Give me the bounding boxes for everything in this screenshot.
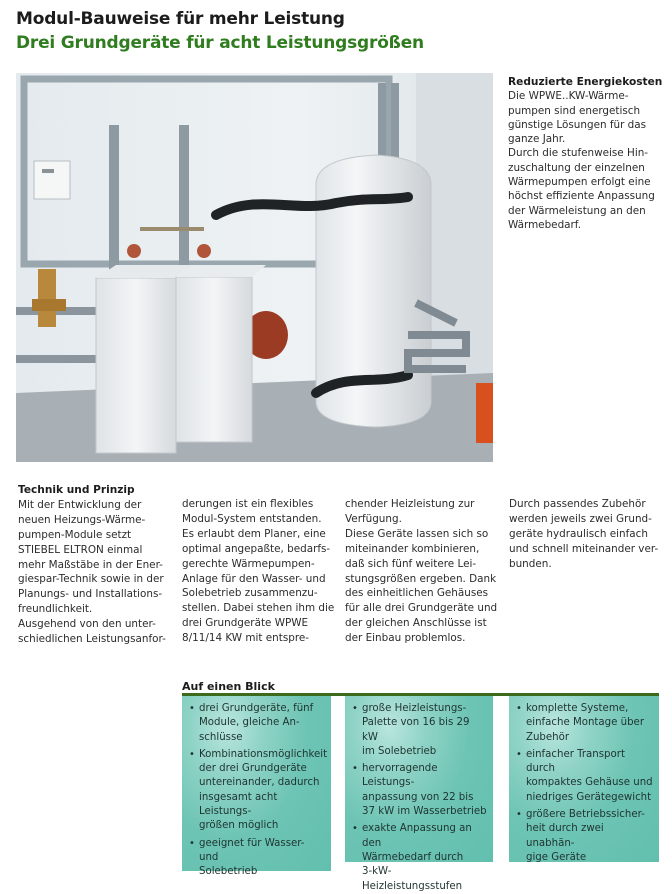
page-subtitle: Drei Grundgeräte für acht Leistungsgrößen xyxy=(16,33,424,53)
text-line: optimal angepaßte, bedarfs- xyxy=(182,542,331,555)
body-column-4 xyxy=(509,497,669,572)
text-line: pumpen-Module setzt xyxy=(18,528,132,541)
feature-item xyxy=(188,837,325,880)
text-line: höchst effiziente Anpassung xyxy=(508,190,655,203)
at-a-glance-heading: Auf einen Blick xyxy=(182,680,275,693)
feature-box-1 xyxy=(182,696,331,878)
bullet-icon: • xyxy=(352,823,358,835)
feature-box-2 xyxy=(345,696,493,892)
text-line: neuen Heizungs-Wärme- xyxy=(18,513,146,526)
text-line: Durch passendes Zubehör xyxy=(509,498,646,510)
text-line: bunden. xyxy=(509,557,552,570)
feature-text-line: 37 kW im Wasserbetrieb xyxy=(362,806,487,818)
feature-text-line: im Solebetrieb xyxy=(362,745,437,757)
bullet-icon: • xyxy=(516,809,522,821)
feature-box-3 xyxy=(509,696,659,862)
feature-text-line: große Heizleistungs- xyxy=(362,703,467,714)
text-line: 8/11/14 KW mit entspre- xyxy=(182,632,310,645)
text-line: stellen. Dabei stehen ihm die xyxy=(182,602,335,615)
feature-text-line: heit durch zwei unabhän- xyxy=(526,823,604,849)
text-line: pumpen sind energetisch xyxy=(508,104,641,117)
text-line: Es erlaubt dem Planer, eine xyxy=(182,527,326,540)
feature-item xyxy=(188,748,328,834)
text-line: Modul-System entstanden. xyxy=(182,512,322,525)
text-line: Anlage für den Wasser- und xyxy=(182,572,326,585)
bullet-icon: • xyxy=(352,703,358,714)
feature-text-line: komplette Systeme, xyxy=(526,703,629,714)
text-line: schiedlichen Leistungsanfor- xyxy=(18,633,166,646)
feature-text-line: einfache Montage über xyxy=(526,717,645,729)
feature-text-line: geeignet für Wasser- und xyxy=(199,837,305,863)
feature-text-line: schlüsse xyxy=(199,731,243,743)
text-line: Wärmepumpen erfolgt eine xyxy=(508,176,651,189)
page-title: Modul-Bauweise für mehr Leistung xyxy=(16,9,345,29)
feature-text-line: der drei Grundgeräte xyxy=(199,763,307,775)
text-line: stungsgrößen ergeben. Dank xyxy=(345,572,497,585)
bullet-icon: • xyxy=(189,748,195,760)
text-line: STIEBEL ELTRON einmal xyxy=(18,543,143,556)
feature-text-line: kompaktes Gehäuse und xyxy=(526,777,653,789)
feature-text-line: Solebetrieb xyxy=(199,866,258,878)
text-line: der Wärmeleistung an den xyxy=(508,204,646,217)
feature-item xyxy=(515,702,653,745)
text-line: chender Heizleistung zur xyxy=(345,498,475,510)
bullet-icon: • xyxy=(516,703,522,714)
feature-item xyxy=(188,702,325,745)
feature-text-line: einfacher Transport durch xyxy=(526,748,625,775)
text-line: Ausgehend von den unter- xyxy=(18,618,156,631)
energy-costs-section xyxy=(508,75,668,232)
bullet-icon: • xyxy=(189,837,195,849)
feature-text-line: Palette von 16 bis 29 kW xyxy=(362,717,470,743)
feature-text-line: größen möglich xyxy=(199,820,279,832)
feature-text-line: 3-kW-Heizleistungsstufen xyxy=(362,866,463,892)
feature-text-line: niedriges Gerätegewicht xyxy=(526,791,652,803)
text-line: für alle drei Grundgeräte und xyxy=(345,602,498,615)
feature-text-line: insgesamt acht Leistungs- xyxy=(199,791,278,818)
text-line: Durch die stufenweise Hin- xyxy=(508,147,649,160)
feature-text-line: größere Betriebssicher- xyxy=(526,809,645,821)
feature-text-line: Wärmebedarf durch xyxy=(362,851,464,863)
feature-text-line: Zubehör xyxy=(526,731,570,743)
text-line: geräte hydraulisch einfach xyxy=(509,527,648,540)
text-line: freundlichkeit. xyxy=(18,603,93,616)
feature-text-line: gige Geräte xyxy=(526,851,587,863)
text-line: des einheitlichen Gehäuses xyxy=(345,587,489,600)
feature-item xyxy=(351,762,487,819)
text-line: Mit der Entwicklung der xyxy=(18,498,142,511)
text-line: Wärmebedarf. xyxy=(508,218,582,231)
feature-text-line: exakte Anpassung an den xyxy=(362,823,472,849)
text-line: der Einbau problemlos. xyxy=(345,632,466,645)
text-line: miteinander kombinieren, xyxy=(345,542,480,555)
feature-text-line: Module, gleiche An- xyxy=(199,717,300,729)
feature-item xyxy=(351,702,487,759)
feature-item xyxy=(515,808,653,865)
product-photo xyxy=(16,73,493,462)
text-line: werden jeweils zwei Grund- xyxy=(509,512,652,525)
bullet-icon: • xyxy=(352,763,358,775)
text-line: ganze Jahr. xyxy=(508,133,566,146)
text-line: gerechte Wärmepumpen- xyxy=(182,557,315,570)
text-line: günstige Lösungen für das xyxy=(508,118,647,131)
section-heading: Technik und Prinzip xyxy=(18,484,135,496)
text-line: drei Grundgeräte WPWE xyxy=(182,617,309,630)
text-line: Planungs- und Installations- xyxy=(18,588,163,601)
bullet-icon: • xyxy=(516,748,522,760)
text-line: derungen ist ein flexibles xyxy=(182,498,314,510)
text-line: Die WPWE..KW-Wärme- xyxy=(508,90,629,103)
feature-text-line: drei Grundgeräte, fünf xyxy=(199,703,314,714)
feature-text-line: anpassung von 22 bis xyxy=(362,791,474,803)
text-line: mehr Maßstäbe in der Ener- xyxy=(18,558,163,571)
body-column-2 xyxy=(182,497,342,646)
bullet-icon: • xyxy=(189,703,195,714)
text-line: daß sich fünf weitere Lei- xyxy=(345,557,477,570)
text-line: Diese Geräte lassen sich so xyxy=(345,527,489,540)
text-line: giespar-Technik sowie in der xyxy=(18,573,164,586)
body-column-3 xyxy=(345,497,505,646)
text-line: Verfügung. xyxy=(345,512,402,525)
text-line: zuschaltung der einzelnen xyxy=(508,161,645,174)
feature-item xyxy=(515,748,653,805)
feature-item xyxy=(351,822,487,893)
text-line: und schnell miteinander ver- xyxy=(509,542,659,555)
text-line: Solebetrieb zusammenzu- xyxy=(182,587,318,600)
section-heading: Reduzierte Energiekosten xyxy=(508,76,663,88)
feature-text-line: hervorragende Leistungs- xyxy=(362,763,438,789)
body-column-1 xyxy=(18,483,168,647)
feature-text-line: Kombinationsmöglichkeit xyxy=(199,748,328,760)
feature-text-line: untereinander, dadurch xyxy=(199,777,320,789)
text-line: der gleichen Anschlüsse ist xyxy=(345,617,487,630)
heat-pump-installation-photo xyxy=(16,73,493,462)
